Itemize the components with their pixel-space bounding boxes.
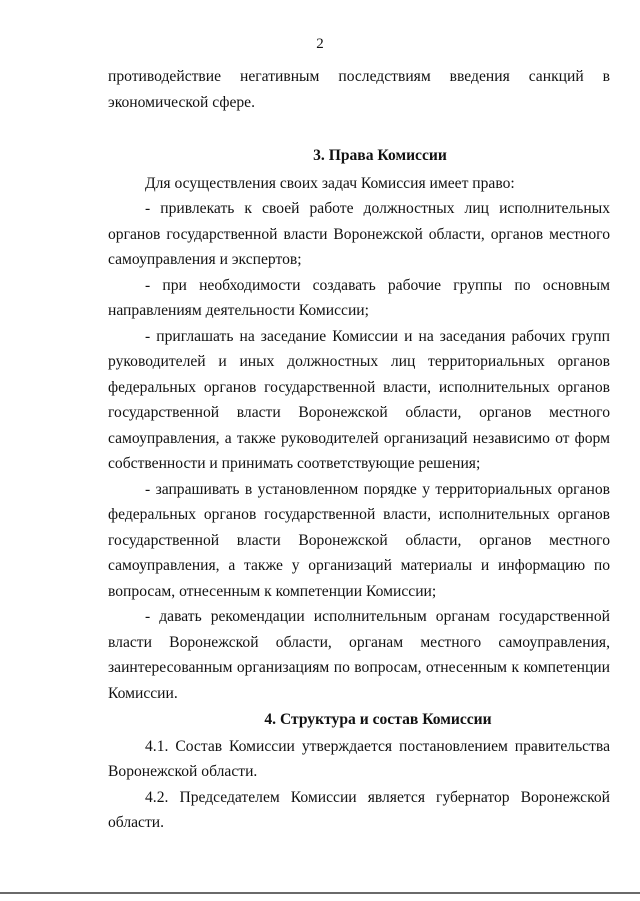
- paragraph-continuation: противодействие негативным последствиям введения санкций в экономической сфере.: [108, 68, 610, 111]
- section-3-item: - приглашать на заседание Комиссии и на заседания рабочих групп руководителей и иных должностных лиц территориальных органов федеральных органов государственной власти, исполнительных органов государственной власти Воронежской области, органов местного самоуправления, а также руководителей организаций независимо от форм собственности и принимать соответствующие решения;: [108, 327, 610, 472]
- document-body: [108, 64, 610, 836]
- page-number: 2: [316, 36, 324, 52]
- section-3-intro: Для осуществления своих задач Комиссия имеет право:: [145, 174, 515, 192]
- section-4-item: 4.2. Председателем Комиссии является губернатор Воронежской области.: [108, 788, 610, 831]
- bottom-edge-line: [0, 892, 640, 894]
- section-3-item: - привлекать к своей работе должностных лиц исполнительных органов государственной власти Воронежской области, органов местного самоуправления и экспертов;: [108, 200, 610, 268]
- section-3-heading: 3. Права Комиссии: [313, 147, 447, 164]
- section-4-item: 4.1. Состав Комиссии утверждается постановлением правительства Воронежской области.: [108, 737, 610, 780]
- section-4-heading: 4. Структура и состав Комиссии: [264, 711, 492, 728]
- section-3-item: - давать рекомендации исполнительным органам государственной власти Воронежской области, органам местного самоуправления, заинтересованным организациям по вопросам, отнесенным к компетенции Комиссии.: [108, 608, 610, 702]
- section-3-item: - запрашивать в установленном порядке у территориальных органов федеральных органов государственной власти, исполнительных органов государственной власти Воронежской области, органов местного самоуправления, а также у организаций материалы и информацию по вопросам, отнесенным к компетенции Комиссии;: [108, 480, 610, 600]
- section-3-item: - при необходимости создавать рабочие группы по основным направлениям деятельности Комиссии;: [108, 276, 610, 319]
